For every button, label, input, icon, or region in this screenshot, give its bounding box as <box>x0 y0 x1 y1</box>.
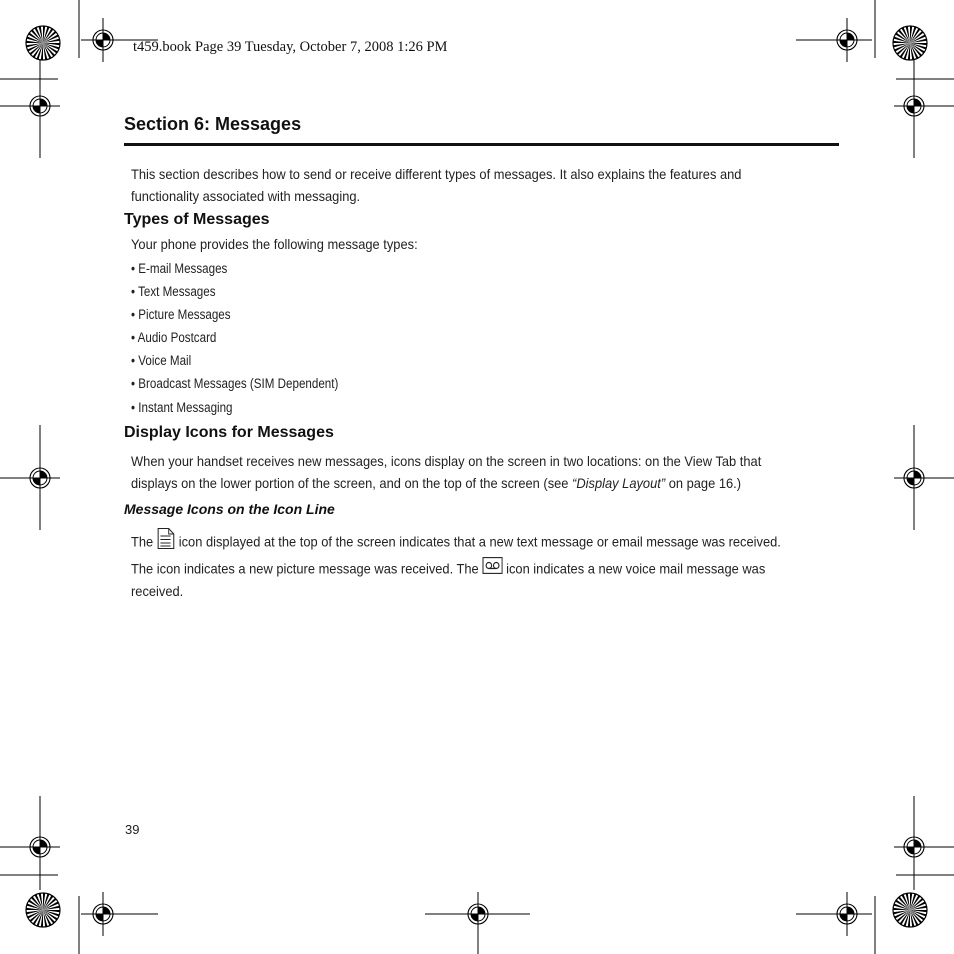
section-intro: This section describes how to send or receive different types of messages. It also explains the features and functionality associated with messaging. <box>131 166 742 204</box>
icon-line-paragraph <box>131 528 784 603</box>
types-heading: Types of Messages <box>124 211 270 228</box>
list-item: • Instant Messaging <box>131 399 233 415</box>
list-item: • Text Messages <box>131 284 216 300</box>
book-header-line: t459.book Page 39 Tuesday, October 7, 2008 1:26 PM <box>133 39 448 55</box>
paragraph-text: The <box>131 533 157 550</box>
types-lead: Your phone provides the following message types: <box>131 236 418 252</box>
list-item: • Audio Postcard <box>131 330 217 346</box>
section-title: Section 6: Messages <box>124 114 302 134</box>
icon-line-heading: Message Icons on the Icon Line <box>124 501 335 517</box>
display-icons-paragraph <box>131 451 784 494</box>
starburst-mark <box>26 26 60 60</box>
text-message-icon <box>157 527 175 557</box>
display-icons-heading: Display Icons for Messages <box>124 424 334 441</box>
paragraph-text: on page 16.) <box>665 474 742 491</box>
title-rule <box>124 143 839 146</box>
list-item: • Broadcast Messages (SIM Dependent) <box>131 376 339 392</box>
paragraph-text: icon displayed at the top of the screen indicates that a new text message or email message was received. The icon indicates a new picture message was received. The <box>131 533 781 576</box>
message-types-list <box>131 259 372 421</box>
page-number: 39 <box>125 822 140 837</box>
paragraph-text: When your handset receives new messages, icons display on the screen in two locations: on the View Tab that displays on the lower portion of the screen, and on the top of the screen (see <box>131 453 762 491</box>
voicemail-icon <box>482 557 502 581</box>
starburst-mark <box>893 893 927 927</box>
list-item: • E-mail Messages <box>131 261 228 276</box>
list-item: • Voice Mail <box>131 353 192 369</box>
paragraph-text: icon indicates a new voice mail message was received. <box>131 559 766 599</box>
list-item: • Picture Messages <box>131 307 231 323</box>
starburst-mark <box>26 893 60 927</box>
starburst-mark <box>893 26 927 60</box>
display-layout-reference: “Display Layout” <box>572 474 666 491</box>
